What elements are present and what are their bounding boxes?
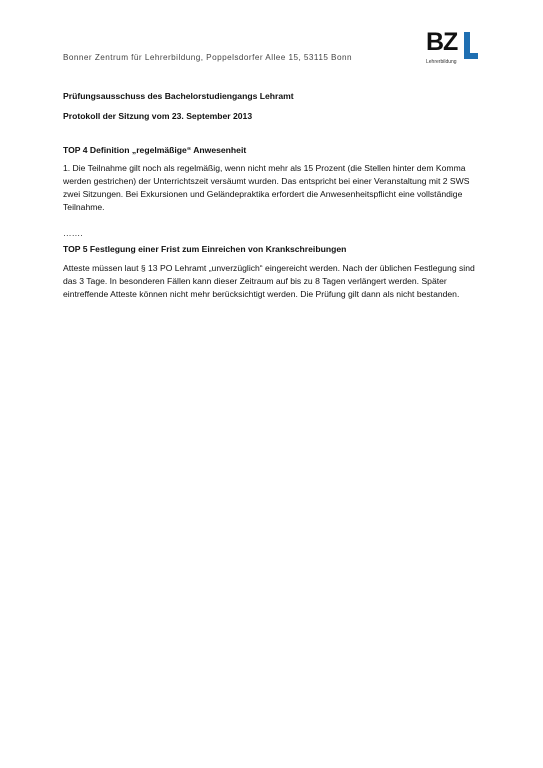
- bzl-logo: [426, 28, 476, 68]
- document-title: Prüfungsausschuss des Bachelorstudiengangs Lehramt: [63, 91, 294, 101]
- logo-text: BZ: [426, 28, 458, 56]
- ellipsis: …….: [63, 227, 83, 238]
- section-body-top5: Atteste müssen laut § 13 PO Lehramt „unverzüglich“ eingereicht werden. Nach der üblichen Festlegung sind das 3 Tage. In besonderen Fällen kann dieser Zeitraum auf bis zu 8 Tagen verlängert werden. Später eintreffende Atteste können nicht mehr berücksichtigt werden. Die Prüfung gilt dann als nicht bestanden.: [63, 263, 475, 299]
- header-address: Bonner Zentrum für Lehrerbildung, Poppelsdorfer Allee 15, 53115 Bonn: [63, 53, 352, 62]
- document-body: [63, 90, 483, 301]
- section-heading-top4: TOP 4 Definition „regelmäßige“ Anwesenheit: [63, 144, 247, 155]
- logo-subtitle: Lehrerbildung: [426, 59, 457, 65]
- document-subtitle: Protokoll der Sitzung vom 23. September 2013: [63, 110, 253, 121]
- logo-l-base: [464, 53, 478, 59]
- section-body-top4: 1. Die Teilnahme gilt noch als regelmäßig, wenn nicht mehr als 15 Prozent (die Stellen hinter dem Komma werden gestrichen) der Unterrichtszeit versäumt wurden. Das entspricht bei einer Veranstaltung mit 2 SWS zwei Sitzungen. Bei Exkursionen und Geländepraktika erfordert die Anwesenheitspflicht eine vollständige Teilnahme.: [63, 163, 470, 212]
- section-heading-top5: TOP 5 Festlegung einer Frist zum Einreichen von Krankschreibungen: [63, 244, 347, 255]
